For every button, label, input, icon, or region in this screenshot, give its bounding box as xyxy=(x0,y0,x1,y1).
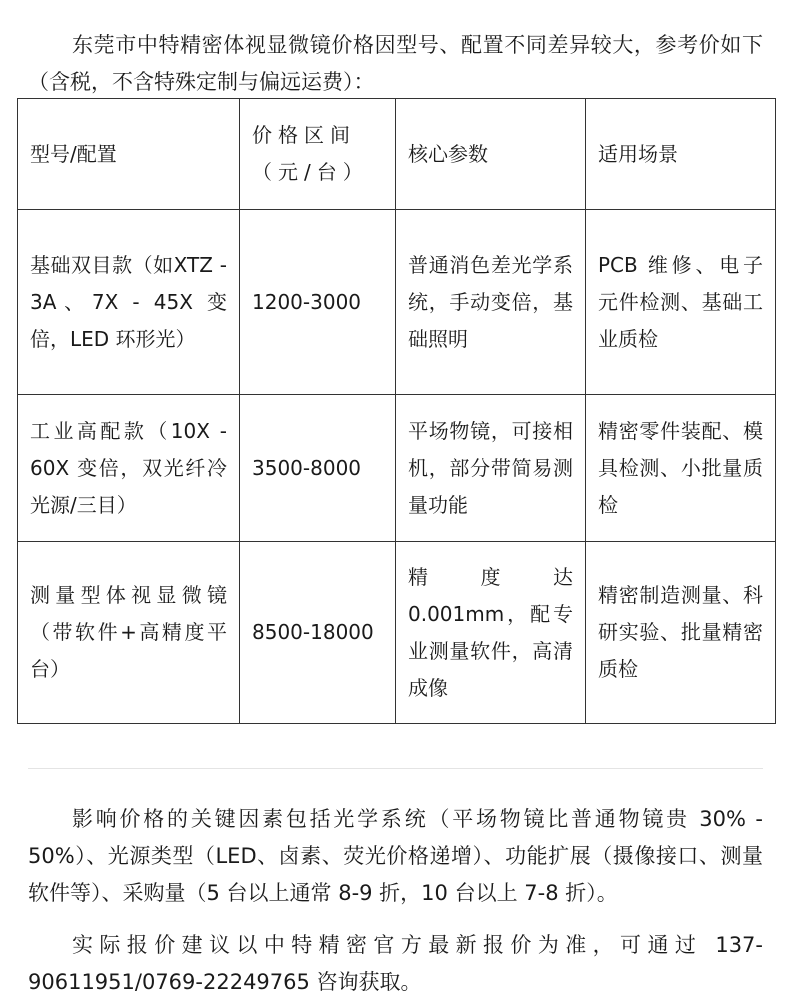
section-divider xyxy=(28,768,763,769)
header-price: 价格区间（元/台） xyxy=(240,99,396,210)
cell-params: 普通消色差光学系统，手动变倍，基础照明 xyxy=(396,210,586,395)
cell-params: 平场物镜，可接相机，部分带简易测量功能 xyxy=(396,395,586,542)
header-model: 型号/配置 xyxy=(18,99,240,210)
price-table xyxy=(17,98,776,724)
table-row xyxy=(18,210,776,395)
cell-price: 8500-18000 xyxy=(240,542,396,724)
factors-paragraph: 影响价格的关键因素包括光学系统（平场物镜比普通物镜贵 30% - 50%）、光源类型（LED、卤素、荧光价格递增）、功能扩展（摄像接口、测量软件等）、采购量（5 台以上通常 8-9 折，10 台以上 7-8 折）。 xyxy=(28,807,763,905)
cell-model: 工业高配款（10X - 60X 变倍，双光纤冷光源/三目） xyxy=(18,395,240,542)
cell-usage: 精密零件装配、模具检测、小批量质检 xyxy=(586,395,776,542)
cell-usage: PCB 维修、电子元件检测、基础工业质检 xyxy=(586,210,776,395)
intro-paragraph: 东莞市中特精密体视显微镜价格因型号、配置不同差异较大，参考价如下（含税，不含特殊定制与偏远运费）： xyxy=(28,33,763,94)
table-header-row xyxy=(18,99,776,210)
table-row xyxy=(18,395,776,542)
table-row xyxy=(18,542,776,724)
contact-paragraph: 实际报价建议以中特精密官方最新报价为准，可通过 137-90611951/0769-22249765 咨询获取。 xyxy=(28,933,763,994)
header-usage: 适用场景 xyxy=(586,99,776,210)
cell-params: 精度达 0.001mm，配专业测量软件，高清成像 xyxy=(396,542,586,724)
cell-model: 基础双目款（如XTZ - 3A、7X - 45X 变倍，LED 环形光） xyxy=(18,210,240,395)
cell-usage: 精密制造测量、科研实验、批量精密质检 xyxy=(586,542,776,724)
header-params: 核心参数 xyxy=(396,99,586,210)
cell-price: 1200-3000 xyxy=(240,210,396,395)
cell-price: 3500-8000 xyxy=(240,395,396,542)
cell-model: 测量型体视显微镜（带软件+高精度平台） xyxy=(18,542,240,724)
